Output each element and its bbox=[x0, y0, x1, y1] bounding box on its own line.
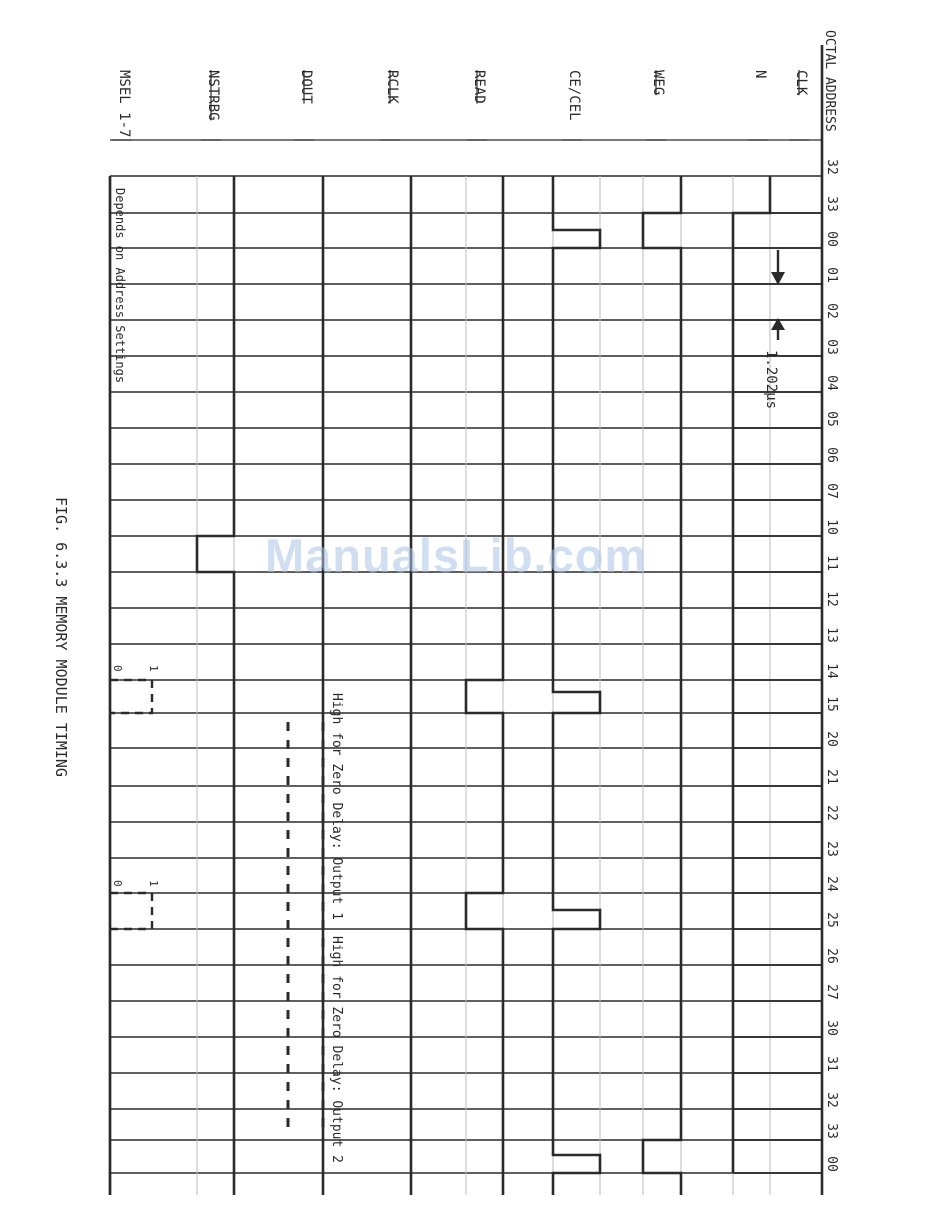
octal-address-label: 15 bbox=[824, 696, 839, 712]
signal-label-msel: MSEL 1-7 bbox=[116, 70, 132, 138]
period-label: 1.202µs bbox=[763, 350, 779, 410]
octal-address-label: 21 bbox=[824, 769, 839, 785]
signal-label-ce: CE/CEL bbox=[566, 70, 582, 121]
octal-address-label: 31 bbox=[824, 1056, 839, 1072]
octal-address-label: 06 bbox=[824, 447, 839, 463]
bit-zero-label: 0 bbox=[111, 665, 124, 672]
octal-address-label: 12 bbox=[824, 591, 839, 607]
octal-address-label: 33 bbox=[824, 196, 839, 212]
waveform-clk bbox=[733, 176, 770, 1173]
octal-address-label: 00 bbox=[824, 231, 839, 247]
octal-address-label: 32 bbox=[824, 1092, 839, 1108]
octal-address-label: 27 bbox=[824, 984, 839, 1000]
signal-label-nstrbg: NSTRBG bbox=[205, 70, 221, 121]
octal-address-label: 03 bbox=[824, 339, 839, 355]
octal-address-label: 01 bbox=[824, 267, 839, 283]
signal-label-clk: CLK bbox=[793, 70, 809, 96]
octal-address-label: 02 bbox=[824, 303, 839, 319]
waveform-read bbox=[466, 176, 503, 1195]
signal-label-weg: WEG bbox=[650, 70, 666, 96]
octal-address-label: 23 bbox=[824, 841, 839, 857]
octal-address-label: 13 bbox=[824, 627, 839, 643]
output2-note: High for Zero Delay: Output 2 bbox=[329, 936, 344, 1163]
octal-address-label: 05 bbox=[824, 411, 839, 427]
octal-address-label: 14 bbox=[824, 663, 839, 679]
octal-address-label: 04 bbox=[824, 375, 839, 391]
bit-zero-label: 0 bbox=[111, 880, 124, 887]
signal-label-n: N bbox=[752, 70, 768, 79]
msel-note: Depends on Address Settings bbox=[113, 188, 127, 384]
period-arrowhead-top bbox=[771, 272, 785, 285]
figure-caption: FIG. 6.3.3 MEMORY MODULE TIMING bbox=[52, 497, 70, 777]
bit-one-label: 1 bbox=[147, 880, 160, 887]
octal-address-label: 26 bbox=[824, 948, 839, 964]
octal-address-label: 32 bbox=[824, 159, 839, 175]
octal-address-label: 22 bbox=[824, 805, 839, 821]
waveform-weg bbox=[643, 176, 681, 1195]
waveform-ce bbox=[553, 176, 600, 1195]
octal-address-label: 24 bbox=[824, 876, 839, 892]
msel-dashed-box bbox=[110, 893, 152, 929]
octal-address-label: 10 bbox=[824, 519, 839, 535]
signal-label-read: READ bbox=[471, 70, 487, 104]
octal-address-label: 00 bbox=[824, 1156, 839, 1172]
msel-dashed-box bbox=[110, 680, 152, 713]
octal-address-label: 11 bbox=[824, 555, 839, 571]
signal-label-rclk: RCLK bbox=[384, 70, 400, 104]
octal-address-label: 30 bbox=[824, 1020, 839, 1036]
octal-address-label: 33 bbox=[824, 1123, 839, 1139]
octal-address-label: 20 bbox=[824, 731, 839, 747]
watermark-text: ManualsLib.com bbox=[265, 529, 648, 582]
output1-note: High for Zero Delay: Output 1 bbox=[329, 693, 344, 920]
signal-label-dout: DOUT bbox=[298, 70, 314, 104]
bit-one-label: 1 bbox=[147, 665, 160, 672]
octal-address-label: 07 bbox=[824, 483, 839, 499]
octal-address-header: OCTAL ADDRESS bbox=[822, 30, 837, 132]
octal-address-label: 25 bbox=[824, 912, 839, 928]
waveform-nstrbg bbox=[197, 176, 234, 1195]
